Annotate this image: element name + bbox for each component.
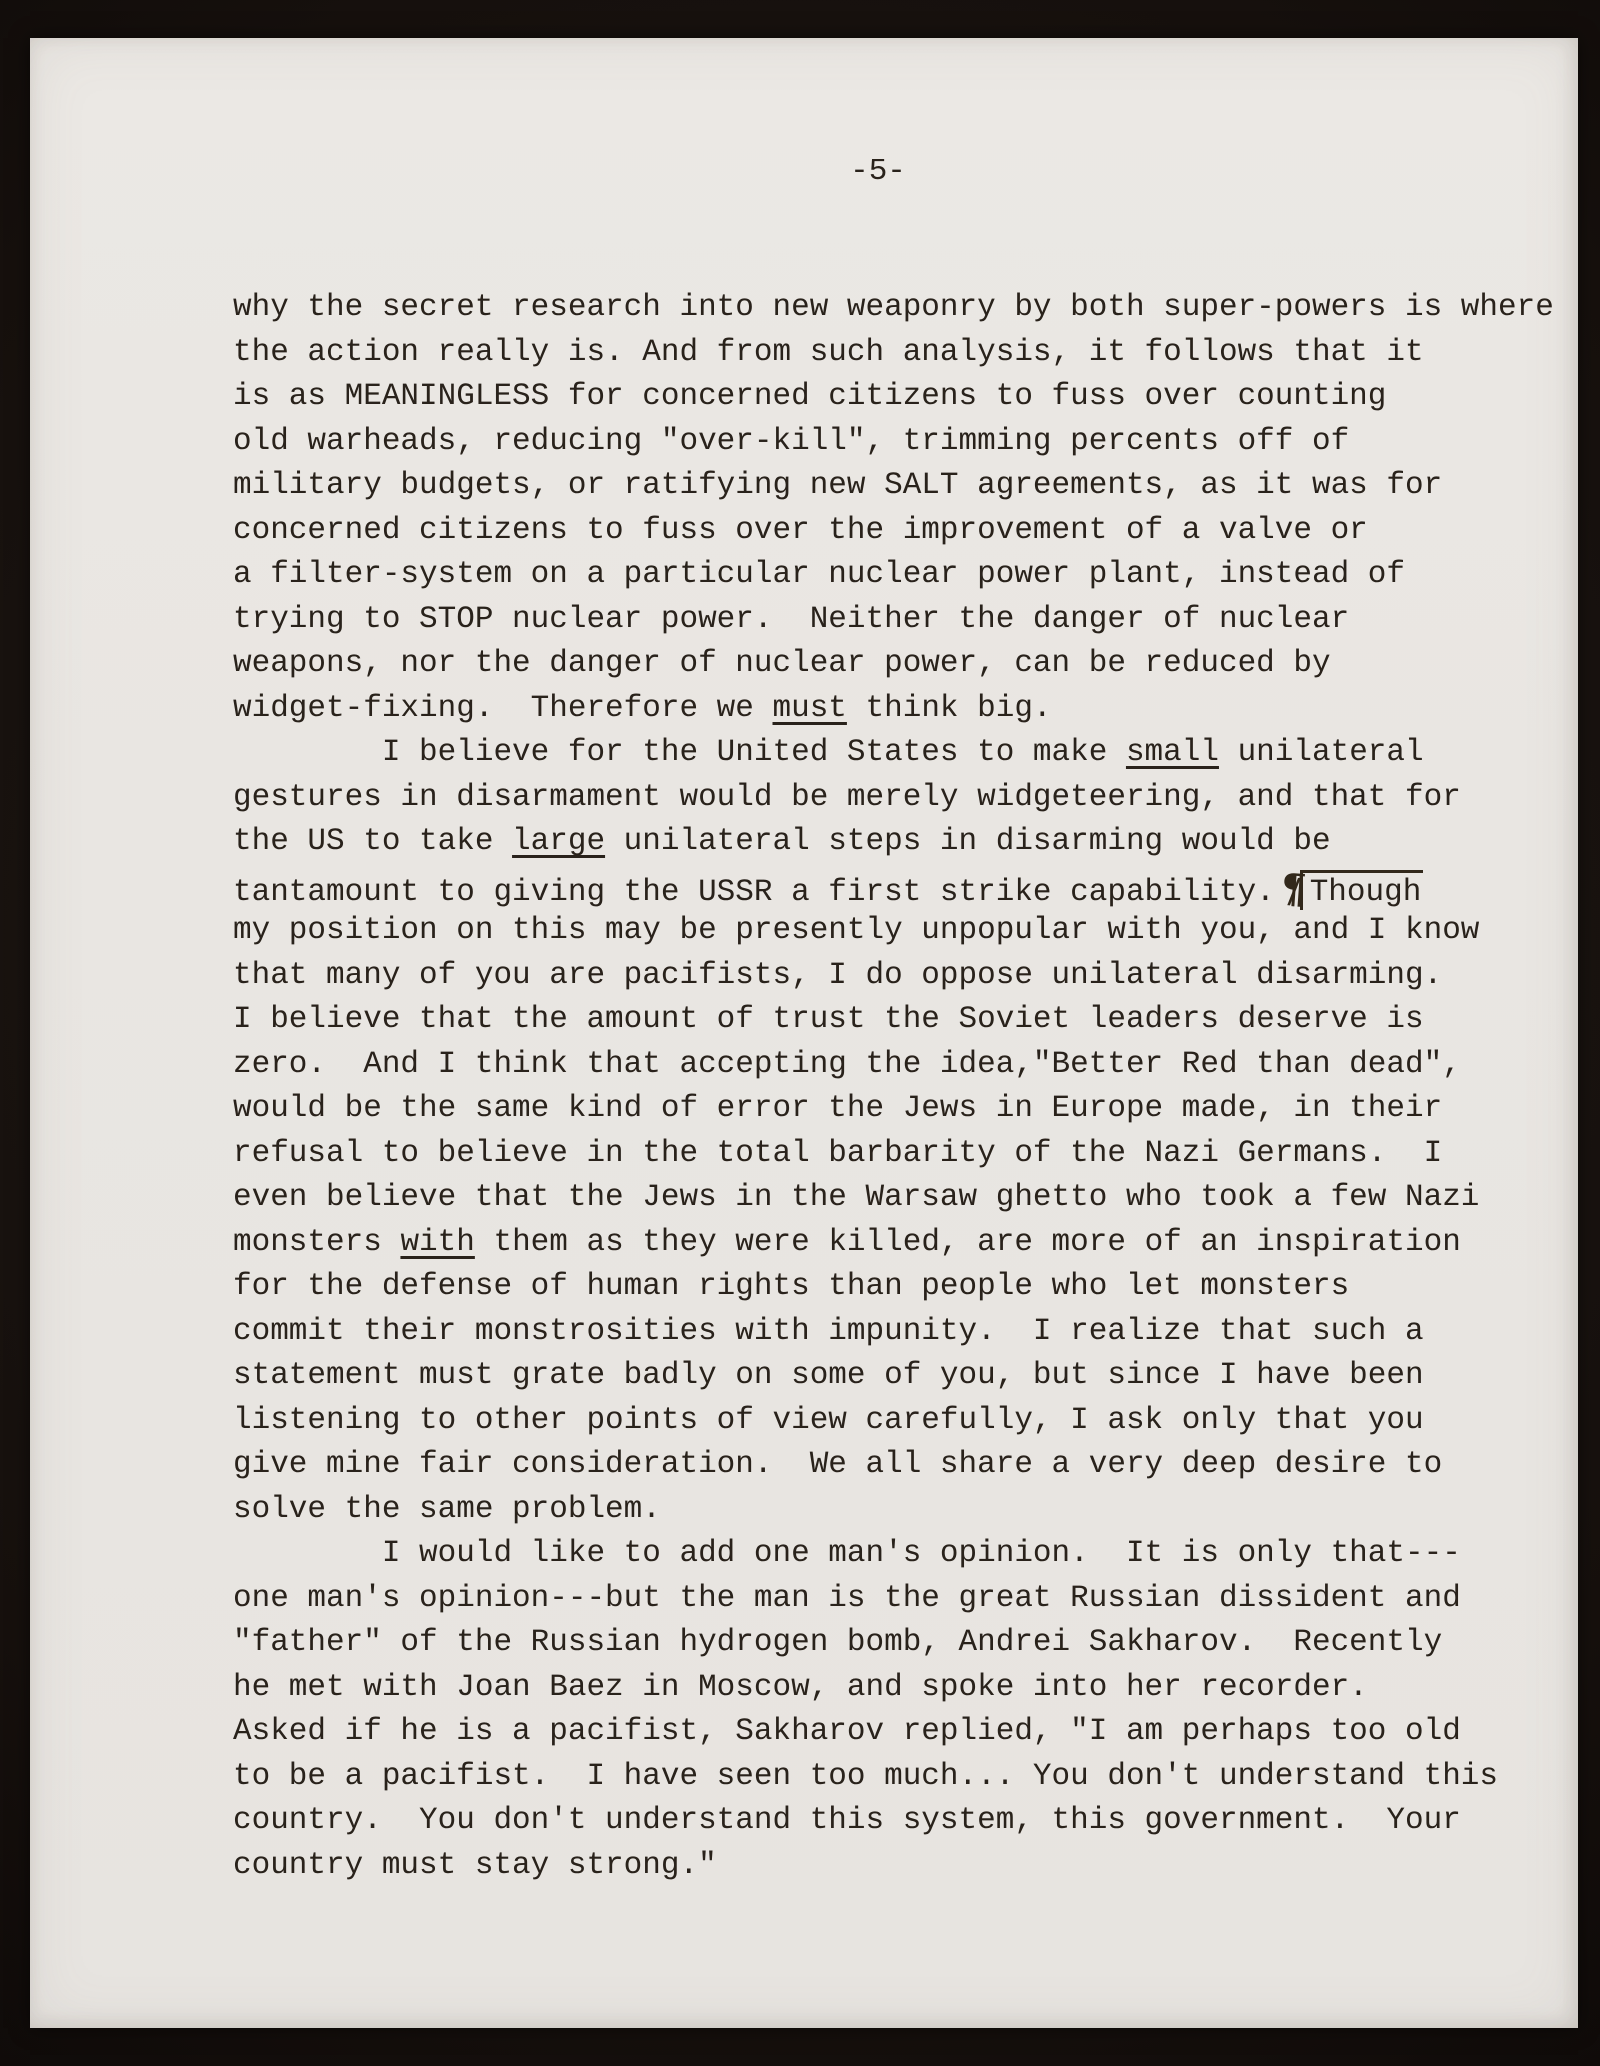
text-line: country must stay strong." [233,1847,717,1883]
text-line: country. You don't understand this system, this government. Your [233,1803,1461,1838]
underlined-text: small [1125,735,1219,770]
text-line: monsters with them as they were killed, are more of an inspiration [233,1224,1461,1260]
text-line: trying to STOP nuclear power. Neither the danger of nuclear [233,601,1350,637]
text-line: solve the same problem. [233,1491,661,1527]
handwritten-insert-bracket: Though [1300,870,1424,910]
text-line: a filter-system on a particular nuclear power plant, instead of [233,557,1405,592]
text-line: the US to take large unilateral steps in disarming would be [233,824,1331,859]
handwritten-paragraph-mark: ¶ / [1279,866,1297,913]
text-line: concerned citizens to fuss over the improvement of a valve or [233,512,1368,548]
text-line: give mine fair consideration. We all share a very deep desire to [233,1447,1443,1482]
text-line: even believe that the Jews in the Warsaw ghetto who took a few Nazi [233,1180,1480,1215]
text-line: I would like to add one man's opinion. It is only that--- [233,1536,1461,1571]
text-line: would be the same kind of error the Jews in Europe made, in their [233,1091,1443,1126]
page-number: -5- [850,154,906,189]
underlined-text: with [400,1224,475,1260]
text-line: that many of you are pacifists, I do oppose unilateral disarming. [233,957,1443,993]
text-line: is as MEANINGLESS for concerned citizens to fuss over counting [233,379,1387,414]
text-line: commit their monstrosities with impunity. I realize that such a [233,1313,1424,1349]
document-page [30,38,1578,2028]
underlined-text: must [772,690,847,726]
underlined-text: large [512,824,606,859]
text-line: listening to other points of view carefully, I ask only that you [233,1402,1424,1438]
text-line: the action really is. And from such analysis, it follows that it [233,334,1424,370]
text-line: to be a pacifist. I have seen too much... You don't understand this [233,1758,1499,1794]
paragraph-2 [233,731,1583,1532]
text-line: gestures in disarmament would be merely widgeteering, and that for [233,779,1461,815]
text-line: my position on this may be presently unpopular with you, and I know [233,913,1480,948]
text-line: zero. And I think that accepting the idea,"Better Red than dead", [233,1046,1461,1082]
text-line: refusal to believe in the total barbarity of the Nazi Germans. I [233,1135,1443,1171]
text-line: military budgets, or ratifying new SALT agreements, as it was for [233,468,1443,503]
text-line: widget-fixing. Therefore we must think big. [233,690,1052,726]
text-line: Asked if he is a pacifist, Sakharov replied, "I am perhaps too old [233,1714,1461,1749]
text-line: old warheads, reducing "over-kill", trimming percents off of [233,423,1350,459]
text-line: he met with Joan Baez in Moscow, and spoke into her recorder. [233,1669,1368,1705]
text-line: for the defense of human rights than people who let monsters [233,1269,1350,1304]
text-line: weapons, nor the danger of nuclear power, can be reduced by [233,646,1331,681]
typewritten-text-block [233,286,1583,1888]
paragraph-1 [233,286,1583,731]
paragraph-3 [233,1532,1583,1888]
text-line: one man's opinion---but the man is the great Russian dissident and [233,1580,1461,1616]
text-line: I believe that the amount of trust the Soviet leaders deserve is [233,1002,1424,1037]
text-line: "father" of the Russian hydrogen bomb, Andrei Sakharov. Recently [233,1625,1443,1660]
text-line: I believe for the United States to make small unilateral [233,735,1424,770]
text-line: tantamount to giving the USSR a first strike capability. ¶ / Though [233,865,1583,910]
text-line: why the secret research into new weaponry by both super-powers is where [233,290,1554,325]
text-line: statement must grate badly on some of you, but since I have been [233,1358,1424,1393]
